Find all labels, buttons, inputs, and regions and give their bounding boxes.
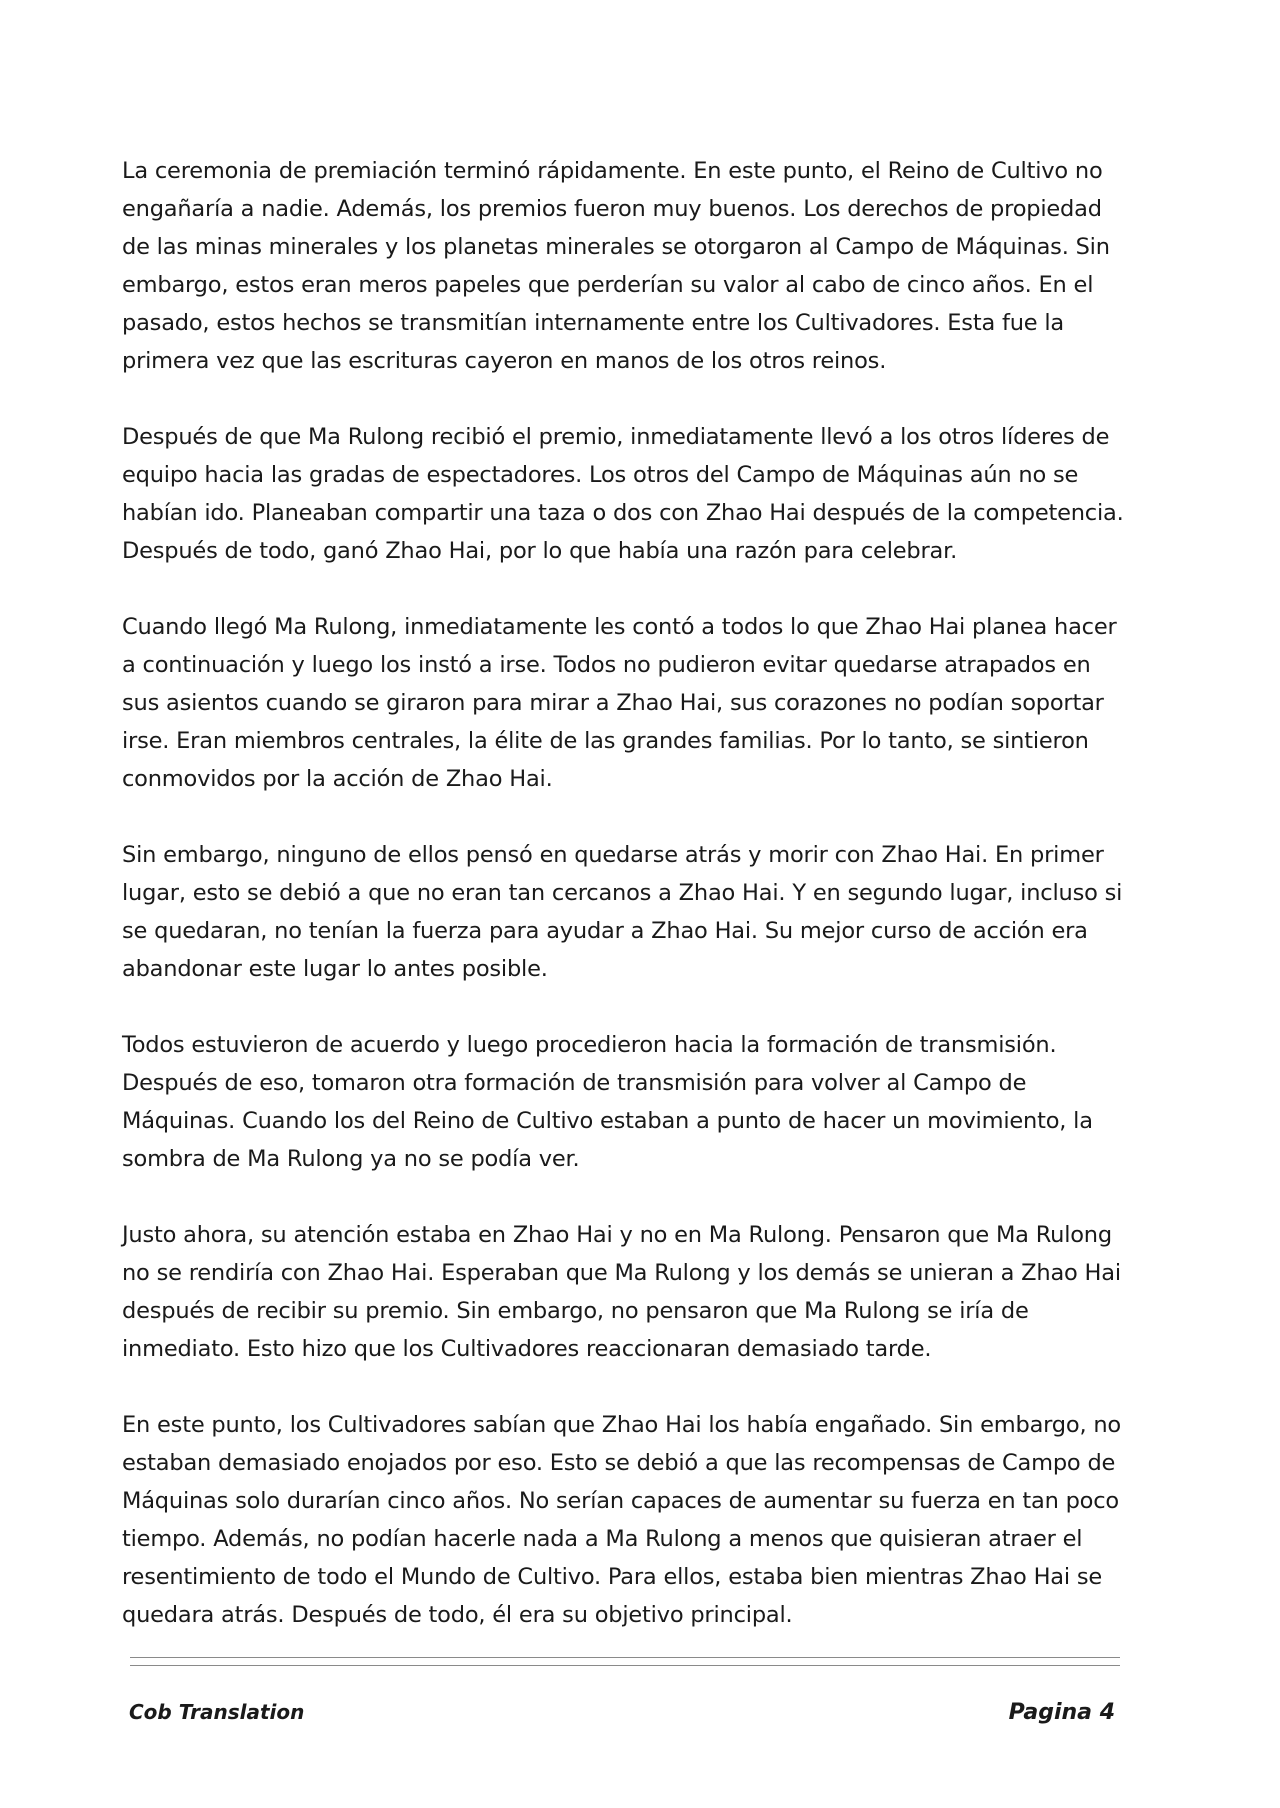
- paragraph: Todos estuvieron de acuerdo y luego procedieron hacia la formación de transmisión. Después de eso, tomaron otra formación de transmisión para volver al Campo de Máquinas. Cuando los del Reino de Cultivo estaban a punto de hacer un movimiento, la sombra de Ma Rulong ya no se podía ver.: [122, 1032, 1093, 1172]
- body-text: [122, 152, 1132, 1672]
- paragraph: La ceremonia de premiación terminó rápidamente. En este punto, el Reino de Cultivo no engañaría a nadie. Además, los premios fueron muy buenos. Los derechos de propiedad de las minas minerales y los planetas minerales se otorgaron al Campo de Máquinas. Sin embargo, estos eran meros papeles que perderían su valor al cabo de cinco años. En el pasado, estos hechos se transmitían internamente entre los Cultivadores. Esta fue la primera vez que las escrituras cayeron en manos de los otros reinos.: [122, 158, 1110, 374]
- footer-page-number: Pagina 4: [1008, 1700, 1115, 1725]
- paragraph: En este punto, los Cultivadores sabían que Zhao Hai los había engañado. Sin embargo, no estaban demasiado enojados por eso. Esto se debió a que las recompensas de Campo de Máquinas solo durarían cinco años. No serían capaces de aumentar su fuerza en tan poco tiempo. Además, no podían hacerle nada a Ma Rulong a menos que quisieran atraer el resentimiento de todo el Mundo de Cultivo. Para ellos, estaba bien mientras Zhao Hai se quedara atrás. Después de todo, él era su objetivo principal.: [122, 1412, 1121, 1628]
- footer-translator-name: Cob Translation: [129, 1700, 305, 1724]
- paragraph: Sin embargo, ninguno de ellos pensó en quedarse atrás y morir con Zhao Hai. En primer lugar, esto se debió a que no eran tan cercanos a Zhao Hai. Y en segundo lugar, incluso si se quedaran, no tenían la fuerza para ayudar a Zhao Hai. Su mejor curso de acción era abandonar este lugar lo antes posible.: [122, 842, 1123, 982]
- paragraph: Cuando llegó Ma Rulong, inmediatamente les contó a todos lo que Zhao Hai planea hacer a continuación y luego los instó a irse. Todos no pudieron evitar quedarse atrapados en sus asientos cuando se giraron para mirar a Zhao Hai, sus corazones no podían soportar irse. Eran miembros centrales, la élite de las grandes familias. Por lo tanto, se sintieron conmovidos por la acción de Zhao Hai.: [122, 614, 1117, 792]
- footer-divider-bottom: [130, 1665, 1120, 1666]
- paragraph: Después de que Ma Rulong recibió el premio, inmediatamente llevó a los otros líderes de equipo hacia las gradas de espectadores. Los otros del Campo de Máquinas aún no se habían ido. Planeaban compartir una taza o dos con Zhao Hai después de la competencia. Después de todo, ganó Zhao Hai, por lo que había una razón para celebrar.: [122, 424, 1124, 564]
- footer-divider-top: [130, 1657, 1120, 1658]
- paragraph: Justo ahora, su atención estaba en Zhao Hai y no en Ma Rulong. Pensaron que Ma Rulong no se rendiría con Zhao Hai. Esperaban que Ma Rulong y los demás se unieran a Zhao Hai después de recibir su premio. Sin embargo, no pensaron que Ma Rulong se iría de inmediato. Esto hizo que los Cultivadores reaccionaran demasiado tarde.: [122, 1222, 1121, 1362]
